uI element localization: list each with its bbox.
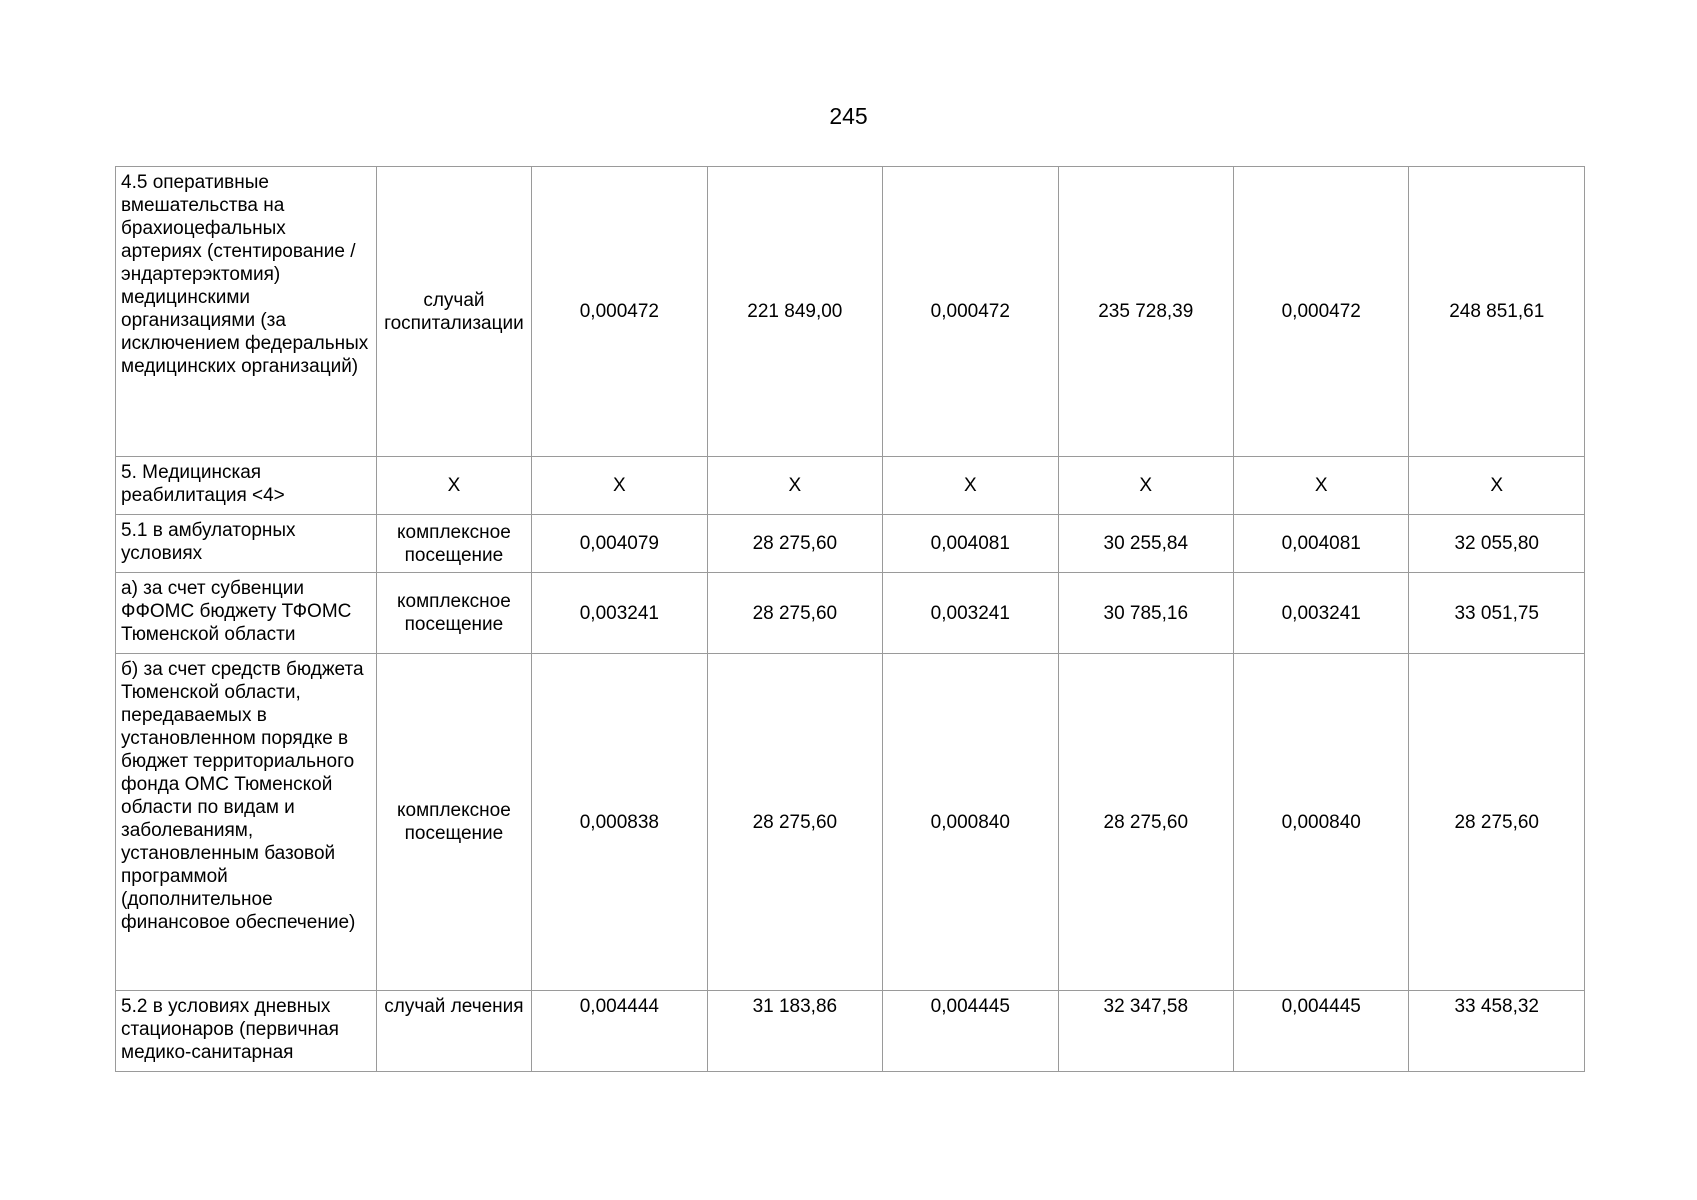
value-cell: 28 275,60	[707, 515, 882, 573]
value-cell: Х	[532, 457, 707, 515]
value-cell: Х	[1058, 457, 1233, 515]
value-cell: 0,003241	[883, 573, 1058, 654]
value-cell: 0,004079	[532, 515, 707, 573]
value-cell: 0,000472	[883, 167, 1058, 457]
value-cell: 0,000838	[532, 654, 707, 991]
value-cell: 248 851,61	[1409, 167, 1585, 457]
row-unit: комплексное посещение	[376, 573, 531, 654]
value-cell: Х	[1234, 457, 1409, 515]
data-table	[115, 166, 1585, 1072]
value-cell: 0,000840	[883, 654, 1058, 991]
row-unit: случай госпитализации	[376, 167, 531, 457]
table-row	[116, 654, 1585, 991]
value-cell: 30 785,16	[1058, 573, 1233, 654]
value-cell: 0,004445	[883, 991, 1058, 1072]
value-cell: 0,004081	[1234, 515, 1409, 573]
table-row	[116, 167, 1585, 457]
row-description: 5.1 в амбулаторных условиях	[116, 515, 377, 573]
page-number: 245	[829, 103, 868, 129]
table-row	[116, 457, 1585, 515]
value-cell: 30 255,84	[1058, 515, 1233, 573]
value-cell: 221 849,00	[707, 167, 882, 457]
value-cell: 0,000472	[1234, 167, 1409, 457]
value-cell: 0,003241	[532, 573, 707, 654]
table-row	[116, 515, 1585, 573]
row-description: 5.2 в условиях дневных стационаров (первичная медико-санитарная	[116, 991, 377, 1072]
value-cell: Х	[1409, 457, 1585, 515]
value-cell: 31 183,86	[707, 991, 882, 1072]
value-cell: 28 275,60	[707, 654, 882, 991]
value-cell: 0,004081	[883, 515, 1058, 573]
value-cell: Х	[707, 457, 882, 515]
value-cell: 33 458,32	[1409, 991, 1585, 1072]
value-cell: 33 051,75	[1409, 573, 1585, 654]
row-description: б) за счет средств бюджета Тюменской области, передаваемых в установленном порядке в бюджет территориального фонда ОМС Тюменской области по видам и заболеваниям, установленным базовой программой (дополнительное финансовое обеспечение)	[116, 654, 377, 991]
value-cell: 0,003241	[1234, 573, 1409, 654]
value-cell: 0,000840	[1234, 654, 1409, 991]
value-cell: 32 055,80	[1409, 515, 1585, 573]
row-description: а) за счет субвенции ФФОМС бюджету ТФОМС Тюменской области	[116, 573, 377, 654]
row-unit: Х	[376, 457, 531, 515]
row-unit: комплексное посещение	[376, 654, 531, 991]
value-cell: 32 347,58	[1058, 991, 1233, 1072]
value-cell: 28 275,60	[1058, 654, 1233, 991]
value-cell: 0,000472	[532, 167, 707, 457]
value-cell: 28 275,60	[707, 573, 882, 654]
table-row	[116, 573, 1585, 654]
value-cell: 0,004444	[532, 991, 707, 1072]
value-cell: 235 728,39	[1058, 167, 1233, 457]
table-row	[116, 991, 1585, 1072]
row-description: 4.5 оперативные вмешательства на брахиоцефальных артериях (стентирование / эндартерэктомия) медицинскими организациями (за исключением федеральных медицинских организаций)	[116, 167, 377, 457]
value-cell: 28 275,60	[1409, 654, 1585, 991]
row-unit: случай лечения	[376, 991, 531, 1072]
value-cell: 0,004445	[1234, 991, 1409, 1072]
value-cell: Х	[883, 457, 1058, 515]
row-unit: комплексное посещение	[376, 515, 531, 573]
row-description: 5. Медицинская реабилитация <4>	[116, 457, 377, 515]
